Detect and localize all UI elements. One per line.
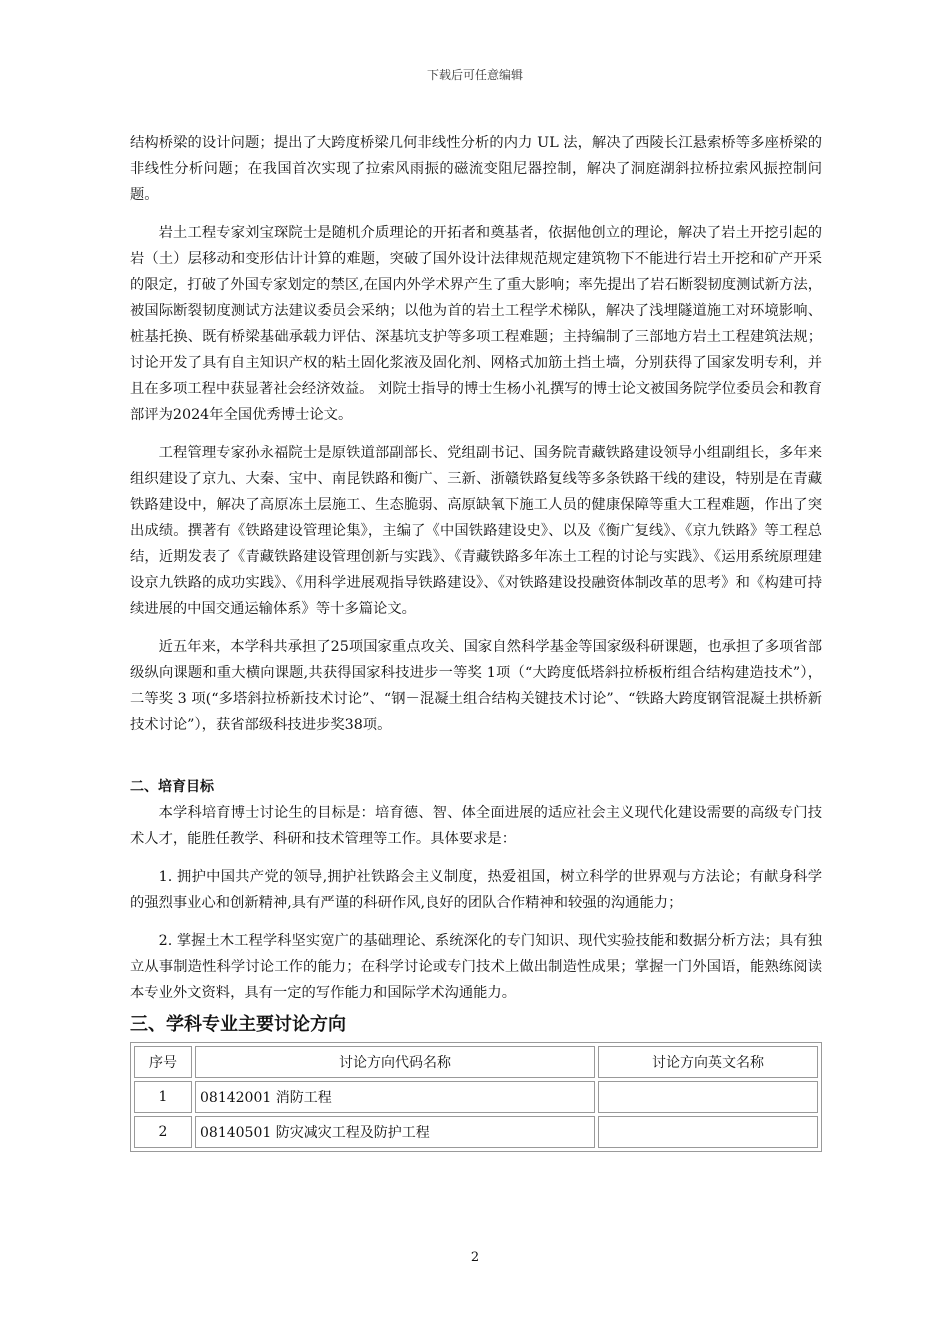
- table-row: [134, 1116, 818, 1148]
- table-cell-number: 1: [134, 1081, 192, 1113]
- table-header-row: [134, 1046, 818, 1078]
- table-cell-english-name: [598, 1081, 818, 1113]
- paragraph-training-goals-intro: 本学科培育博士讨论生的目标是：培育德、智、体全面进展的适应社会主义现代化建设需要的高级专门技术人才，能胜任教学、科研和技术管理等工作。具体要求是：: [130, 805, 822, 847]
- page-header: 下载后可任意编辑: [426, 68, 523, 82]
- table-row: [134, 1081, 818, 1113]
- research-directions-table: [130, 1042, 822, 1152]
- section-heading-training-goals: 二、培育目标: [130, 779, 214, 795]
- paragraph-bridge-engineering: 结构桥梁的设计问题；提出了大跨度桥梁几何非线性分析的内力 UL 法，解决了西陵长江悬索桥等多座桥梁的非线性分析问题；在我国首次实现了拉索风雨振的磁流变阻尼器控制，解决了洞庭湖斜拉桥拉索风振控制问题。: [130, 135, 822, 203]
- table-cell-english-name: [598, 1116, 818, 1148]
- section-heading-research-directions: 三、学科专业主要讨论方向: [130, 1014, 346, 1035]
- paragraph-geotechnical-expert: 岩土工程专家刘宝琛院士是随机介质理论的开拓者和奠基者，依据他创立的理论，解决了岩土开挖引起的岩（土）层移动和变形估计计算的难题，突破了国外设计法律规范规定建筑物下不能进行岩土开挖和矿产开采的限定，打破了外国专家划定的禁区,在国内外学术界产生了重大影响；率先提出了岩石断裂韧度测试新方法，被国际断裂韧度测试方法建议委员会采纳；以他为首的岩土工程学术梯队，解决了浅埋隧道施工对环境影响、桩基托换、既有桥梁基础承载力评估、深基坑支护等多项工程难题；主持编制了三部地方岩土工程建筑法规；讨论开发了具有自主知识产权的粘土固化浆液及固化剂、网格式加筋土挡土墙，分别获得了国家发明专利，并且在多项工程中获显著社会经济效益。 刘院士指导的博士生杨小礼撰写的博士论文被国务院学位委员会和教育部评为2024年全国优秀博士论文。: [130, 225, 822, 423]
- list-item-requirement-1: 1. 拥护中国共产党的领导,拥护社铁路会主义制度，热爱祖国，树立科学的世界观与方法论；有献身科学的强烈事业心和创新精神,具有严谨的科研作风,良好的团队合作精神和较强的沟通能力；: [130, 869, 822, 911]
- column-header-english-name: 讨论方向英文名称: [598, 1046, 818, 1078]
- document-body: [130, 130, 822, 1152]
- list-item-requirement-2: 2. 掌握土木工程学科坚实宽广的基础理论、系统深化的专门知识、现代实验技能和数据分析方法；具有独立从事制造性科学讨论工作的能力；在科学讨论或专门技术上做出制造性成果；掌握一门外国语，能熟练阅读本专业外文资料，具有一定的写作能力和国际学术沟通能力。: [130, 933, 822, 1001]
- table-cell-number: 2: [134, 1116, 192, 1148]
- paragraph-engineering-management-expert: 工程管理专家孙永福院士是原铁道部副部长、党组副书记、国务院青藏铁路建设领导小组副组长，多年来组织建设了京九、大秦、宝中、南昆铁路和衡广、三新、浙赣铁路复线等多条铁路干线的建设，特别是在青藏铁路建设中，解决了高原冻土层施工、生态脆弱、高原缺氧下施工人员的健康保障等重大工程难题，作出了突出成绩。撰著有《铁路建设管理论集》，主编了《中国铁路建设史》、以及《衡广复线》、《京九铁路》等工程总结，近期发表了《青藏铁路建设管理创新与实践》、《青藏铁路多年冻土工程的讨论与实践》、《运用系统原理建设京九铁路的成功实践》、《用科学进展观指导铁路建设》、《对铁路建设投融资体制改革的思考》和《构建可持续进展的中国交通运输体系》等十多篇论文。: [130, 445, 822, 617]
- column-header-number: 序号: [134, 1046, 192, 1078]
- column-header-code-name: 讨论方向代码名称: [195, 1046, 595, 1078]
- table-cell-code-name: 08140501 防灾减灾工程及防护工程: [195, 1116, 595, 1148]
- page-number: 2: [470, 1250, 480, 1265]
- paragraph-research-achievements: 近五年来，本学科共承担了25项国家重点攻关、国家自然科学基金等国家级科研课题，也承担了多项省部级纵向课题和重大横向课题,共获得国家科技进步一等奖 1项（“大跨度低塔斜拉桥板桁组合结构建造技术”），二等奖 3 项(“多塔斜拉桥新技术讨论”、“钢－混凝土组合结构关键技术讨论”、“铁路大跨度钢管混凝土拱桥新技术讨论”），获省部级科技进步奖38项。: [130, 639, 822, 733]
- table-cell-code-name: 08142001 消防工程: [195, 1081, 595, 1113]
